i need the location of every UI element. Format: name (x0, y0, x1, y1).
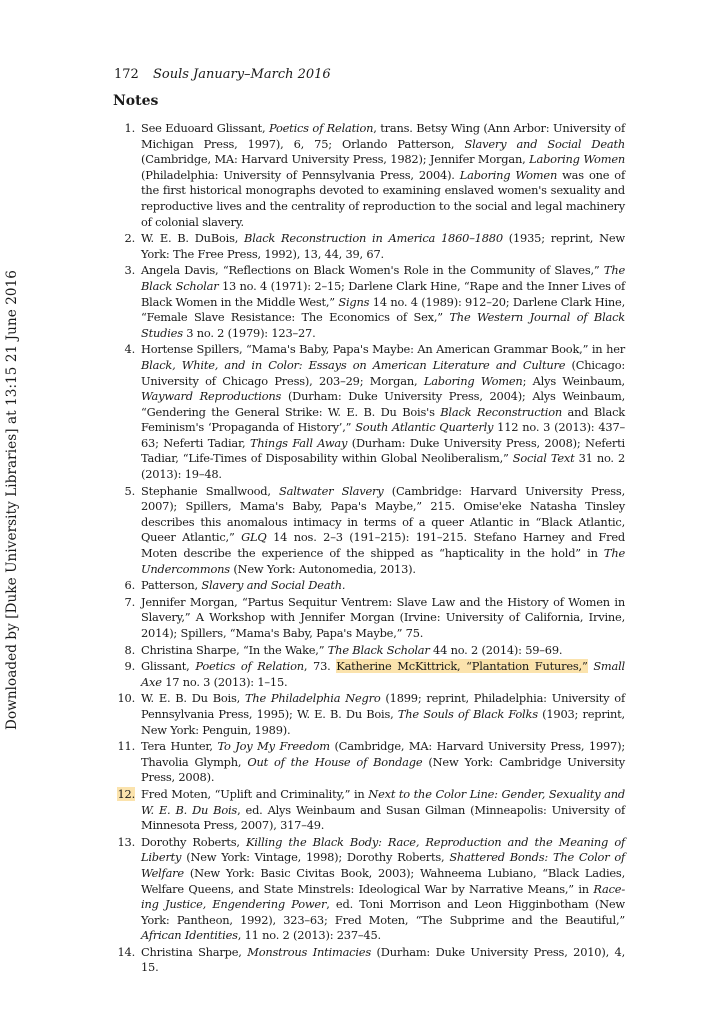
note-number: 8. (124, 642, 135, 657)
note-title-text: Things Fall Away (249, 435, 348, 450)
note-text: Dorothy Roberts, (141, 834, 246, 849)
note-title-text: Signs (338, 294, 370, 309)
note-item (113, 263, 625, 341)
note-text: , 11 no. 2 (2013): 237–45. (237, 928, 381, 943)
note-title-text: Laboring Women (529, 152, 625, 167)
note-number: 9. (124, 659, 135, 674)
note-text: , ed. Alys Weinbaum and Susan Gilman (Minneapolis: University of Minnesota Press, 2007), 317–49. (141, 802, 626, 833)
note-title-text: Shattered Bonds: The Color of Welfare (141, 850, 626, 880)
note-item (113, 739, 625, 786)
note-text: Christina Sharpe, “In the Wake,” (141, 642, 328, 657)
note-text: Fred Moten, “Uplift and Criminality,” in (141, 786, 369, 801)
note-title-text: Black Reconstruction in America 1860–1880 (244, 231, 503, 246)
note-number: 4. (124, 342, 135, 357)
note-text: Angela Davis, “Reflections on Black Women's Role in the Community of Slaves,” (141, 263, 604, 278)
note-number: 10. (117, 691, 135, 706)
note-title-text: The Black Scholar (327, 642, 430, 657)
note-title-text: Monstrous Intimacies (247, 944, 371, 959)
note-number: 3. (124, 263, 135, 278)
note-title-text: South Atlantic Quarterly (355, 420, 494, 435)
note-text: (Cambridge, MA: Harvard University Press, 1982); Jennifer Morgan, (141, 152, 530, 167)
note-item (113, 121, 625, 230)
note-title-text: Out of the House of Bondage (247, 754, 423, 769)
note-text: (Cambridge, MA: Harvard University Press, 1997); Thavolia Glymph, (141, 739, 625, 769)
note-text: 14 nos. 2–3 (191–215): 191–215. Stefano Harney and Fred Moten describe the experience of the shipped as “hapticality in the hold” in (141, 530, 625, 561)
note-text: and Black Feminism's ‘Propaganda of History’,” (141, 404, 625, 435)
note-text: See Eduoard Glissant, (141, 121, 269, 135)
note-text: ; Alys Weinbaum, (522, 373, 625, 388)
note-text: (Durham: Duke University Press, 2004); Alys Weinbaum, “Gendering the General Strike: W. E. B. Du Bois's (141, 389, 625, 419)
note-text: , 73. (303, 659, 337, 674)
note-text: (Durham: Duke University Press, 2010), 4, 15. (141, 944, 625, 975)
page-header (114, 67, 331, 82)
note-title-text: African Identities (141, 928, 238, 943)
note-number: 5. (124, 483, 135, 498)
note-text: 44 no. 2 (2014): 59–69. (429, 642, 563, 657)
note-title-text: Social Text (512, 451, 575, 466)
note-text: W. E. B. DuBois, (141, 231, 245, 246)
note-number: 2. (124, 231, 135, 246)
notes-list (113, 121, 625, 977)
note-text: (Durham: Duke University Press, 2008); Neferti Tadiar, “Life-Times of Disposability within Global Neoliberalism,” (141, 435, 625, 466)
note-title-text: Wayward Reproductions (141, 389, 282, 404)
note-item (113, 691, 625, 738)
note-text: (Philadelphia: University of Pennsylvania Press, 2004). (141, 167, 460, 182)
note-text: (New York: Vintage, 1998); Dorothy Roberts, (181, 850, 450, 865)
note-item (113, 484, 625, 578)
note-text: Patterson, (141, 578, 202, 593)
note-number (113, 787, 135, 803)
note-title-text: The Western Journal of Black Studies (141, 310, 625, 340)
note-text: 3 no. 2 (1979): 123–27. (182, 325, 316, 340)
note-item (113, 659, 625, 690)
note-text: 14 no. 4 (1989): 912–20; Darlene Clark Hine, “Female Slave Resistance: The Economics of Sex,” (141, 294, 625, 325)
notes-heading: Notes (113, 93, 159, 109)
note-number: 1. (124, 121, 135, 135)
note-text: Glissant, (141, 659, 196, 674)
note-title-text: Laboring Women (423, 373, 523, 388)
note-number: 11. (117, 739, 135, 754)
note-item (113, 643, 625, 659)
note-number: 6. (124, 578, 135, 593)
note-text: (1935; reprint, New York: The Free Press, 1992), 13, 44, 39, 67. (141, 231, 625, 261)
note-number: 13. (117, 834, 135, 849)
note-highlighted-text: Katherine McKittrick, “Plantation Futures,” (336, 659, 588, 674)
note-text: Christina Sharpe, (141, 944, 248, 959)
note-number-highlight: 12. (117, 786, 135, 801)
note-number: 14. (117, 944, 135, 959)
note-title-text: Slavery and Social Death (464, 136, 625, 151)
note-text: , ed. Toni Morrison and Leon Higginbotham (New York: Pantheon, 1992), 323–63; Fred Moten, “The Subprime and the Beautiful,” (141, 897, 625, 927)
note-item (113, 342, 625, 482)
running-title: Souls January–March 2016 (152, 67, 331, 82)
note-text: (Cambridge: Harvard University Press, 2007); Spillers, Mama's Baby, Papa's Maybe,” 215. Omise'eke Natasha Tinsley describes this anomalous intimacy in terms of a queer Atlantic in “Black Atlantic, Queer Atlantic,” (141, 483, 625, 545)
note-title-text: Race-ing Justice, Engendering Power (141, 881, 625, 912)
note-text: 112 no. 3 (2013): 437–63; Neferti Tadiar, (141, 420, 626, 450)
note-title-text: The Philadelphia Negro (244, 691, 381, 706)
note-item (113, 578, 625, 594)
note-text: , trans. Betsy Wing (Ann Arbor: University of Michigan Press, 1997), 6, 75; Orlando Patterson, (141, 121, 625, 151)
note-title-text: GLQ (241, 530, 267, 545)
note-text: (New York: Cambridge University Press, 2008). (141, 754, 625, 785)
note-text: Tera Hunter, (141, 739, 218, 754)
note-item (113, 787, 625, 834)
download-watermark-text: Downloaded by [Duke University Libraries] at 13:15 21 June 2016 (4, 270, 20, 730)
note-title-text: Slavery and Social Death. (201, 578, 346, 593)
note-title-text: Killing the Black Body: Race, Reproduction and the Meaning of Liberty (141, 834, 625, 865)
note-text: (1903; reprint, New York: Penguin, 1989). (141, 706, 625, 737)
note-text: (1899; reprint, Philadelphia: University of Pennsylvania Press, 1995); W. E. B. Du Bois, (141, 691, 625, 721)
note-text: 31 no. 2 (2013): 19–48. (141, 451, 626, 482)
note-text: W. E. B. Du Bois, (141, 691, 245, 706)
note-title-text: The Souls of Black Folks (397, 706, 538, 721)
note-title-text: Poetics of Relation (195, 659, 304, 674)
note-text: (New York: Basic Civitas Book, 2003); Wahneema Lubiano, “Black Ladies, Welfare Queens, and State Minstrels: Ideological War by Narrative Means,” in (141, 865, 625, 896)
note-title-text: Small Axe (141, 659, 625, 689)
note-title-text: Black, White, and in Color: Essays on American Literature and Culture (141, 357, 566, 372)
download-watermark (0, 270, 24, 730)
note-text: (Chicago: University of Chicago Press), 203–29; Morgan, (141, 357, 626, 388)
note-title-text: The Undercommons (141, 546, 625, 576)
note-title-text: Next to the Color Line: Gender, Sexuality and W. E. B. Du Bois (141, 786, 626, 817)
note-text: Stephanie Smallwood, (141, 483, 280, 498)
note-item (113, 595, 625, 642)
note-number: 7. (124, 594, 135, 609)
note-title-text: Laboring Women (459, 167, 558, 182)
note-text: Hortense Spillers, “Mama's Baby, Papa's Maybe: An American Grammar Book,” in her (141, 342, 625, 357)
note-text: 13 no. 4 (1971): 2–15; Darlene Clark Hine, “Rape and the Inner Lives of Black Women in the Middle West,” (141, 278, 625, 309)
note-text: Jennifer Morgan, “Partus Sequitur Ventrem: Slave Law and the History of Women in Slavery,” A Workshop with Jennifer Morgan (Irvine: University of California, Irvine, 2014); Spillers, “Mama's Baby, Papa's Maybe,” 75. (141, 594, 625, 640)
note-text: (New York: Autonomedia, 2013). (229, 561, 416, 576)
note-title-text: To Joy My Freedom (217, 739, 330, 754)
note-item (113, 231, 625, 262)
page-number: 172 (114, 67, 139, 82)
note-item (113, 835, 625, 944)
note-title-text: Poetics of Relation (268, 121, 374, 135)
note-text: 17 no. 3 (2013): 1–15. (161, 674, 288, 689)
note-title-text: The Black Scholar (141, 263, 625, 293)
note-title-text: Saltwater Slavery (279, 483, 384, 498)
note-text: was one of the first historical monographs devoted to examining enslaved women's sexuality and reproductive lives and the centrality of reproduction to the social and legal machinery of colonial slavery. (141, 167, 625, 229)
note-title-text: Black Reconstruction (440, 404, 562, 419)
note-item (113, 945, 625, 976)
